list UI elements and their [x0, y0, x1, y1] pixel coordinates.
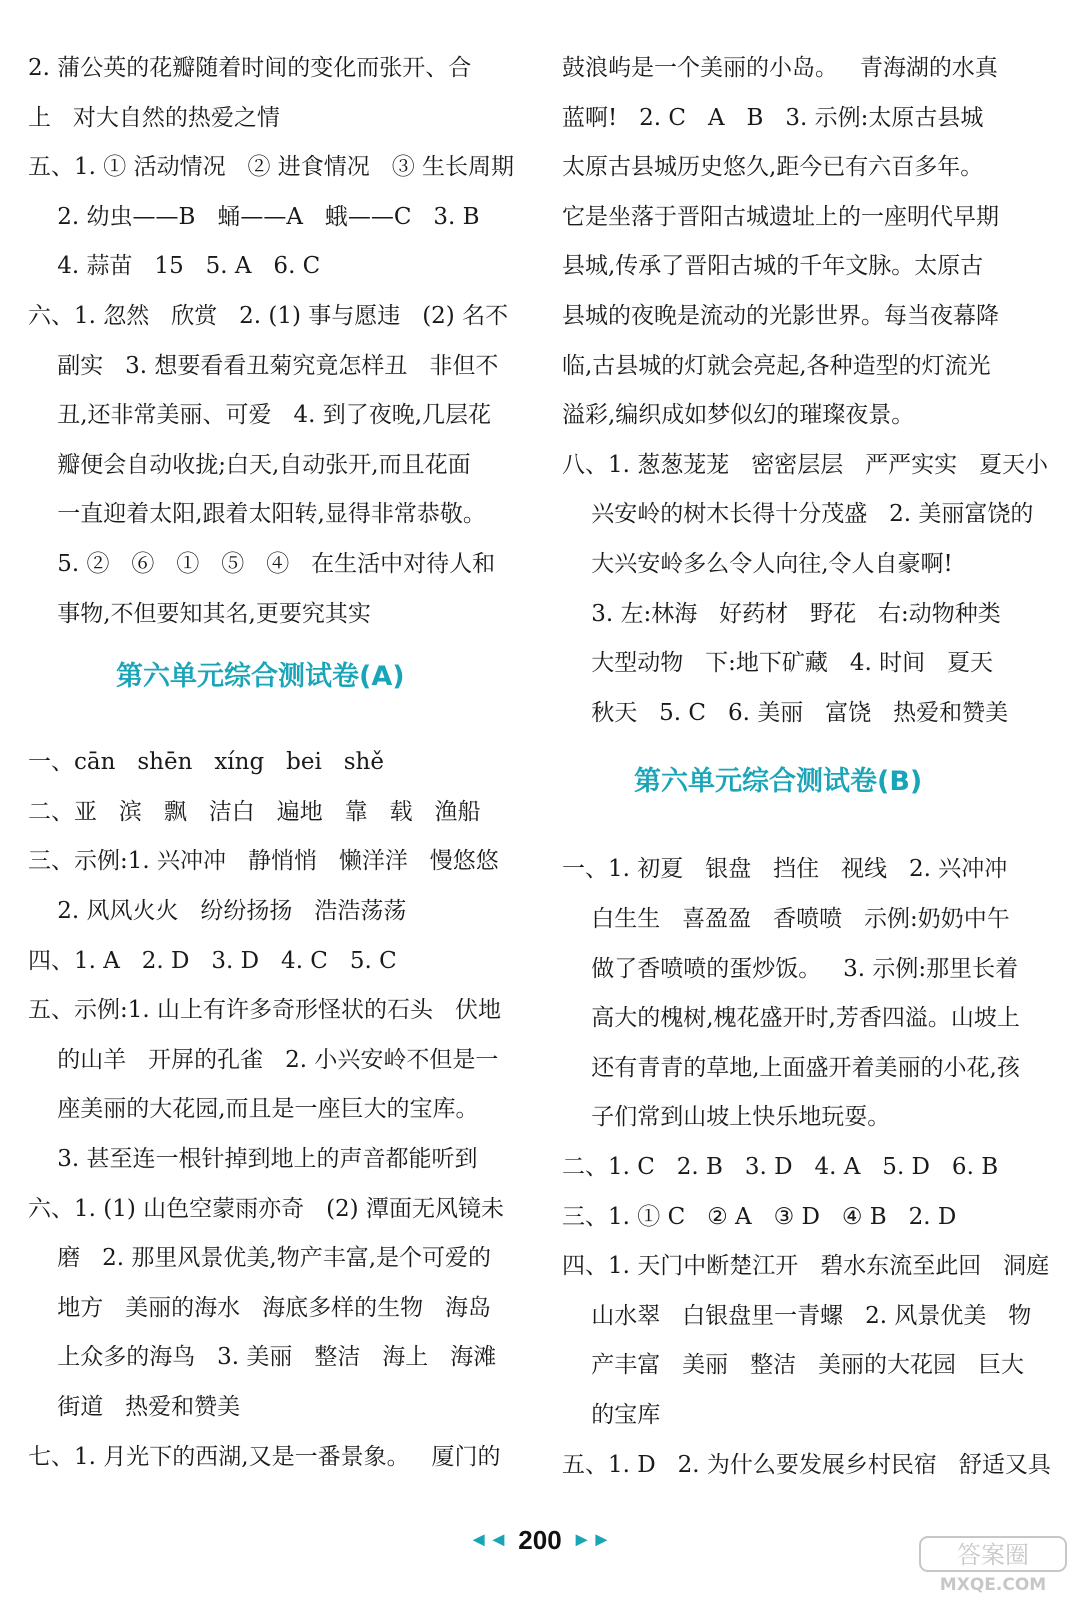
answer-line: 副实 3. 想要看看丑菊究竟怎样丑 非但不: [28, 352, 499, 379]
answer-line: 三、1. ① C ② A ③ D ④ B 2. D: [562, 1203, 957, 1230]
answer-line: 兴安岭的树木长得十分茂盛 2. 美丽富饶的: [562, 501, 1034, 528]
page-number: 200: [518, 1525, 562, 1555]
answer-line: 产丰富 美丽 整洁 美丽的大花园 巨大: [562, 1352, 1024, 1379]
answer-line: 蓝啊! 2. C A B 3. 示例:太原古县城: [562, 104, 984, 131]
answer-line: 做了香喷喷的蛋炒饭。 3. 示例:那里长着: [562, 955, 1019, 982]
answer-line: 街道 热爱和赞美: [28, 1394, 241, 1420]
answer-line: 丑,还非常美丽、可爱 4. 到了夜晚,几层花: [28, 402, 492, 429]
answer-line: 秋天 5. C 6. 美丽 富饶 热爱和赞美: [562, 699, 1009, 726]
answer-line: 磨 2. 那里风景优美,物产丰富,是个可爱的: [28, 1245, 492, 1272]
answer-line: 还有青青的草地,上面盛开着美丽的小花,孩: [562, 1054, 1020, 1081]
answer-line: 六、1. 忽然 欣赏 2. (1) 事与愿违 (2) 名不: [28, 303, 509, 329]
answer-line: 的山羊 开屏的孔雀 2. 小兴安岭不但是一: [28, 1046, 499, 1073]
answer-line: 它是坐落于晋阳古城遗址上的一座明代早期: [562, 203, 999, 230]
answer-line: 五、示例:1. 山上有许多奇形怪状的石头 伏地: [28, 997, 501, 1024]
answer-line: 大兴安岭多么令人向往,令人自豪啊!: [562, 551, 953, 577]
answer-line: 上 对大自然的热爱之情: [28, 104, 280, 131]
watermark-url: MXQE.COM: [939, 1575, 1047, 1595]
answer-line: 七、1. 月光下的西湖,又是一番景象。 厦门的: [28, 1443, 501, 1470]
answer-line: 的宝库: [562, 1402, 661, 1428]
answer-line: 四、1. A 2. D 3. D 4. C 5. C: [28, 947, 397, 974]
prev-arrows-icon: ◄◄: [468, 1529, 509, 1551]
answer-line: 高大的槐树,槐花盛开时,芳香四溢。山坡上: [562, 1005, 1020, 1032]
answer-line: 2. 蒲公英的花瓣随着时间的变化而张开、合: [28, 55, 472, 81]
answer-line: 山水翠 白银盘里一青螺 2. 风景优美 物: [562, 1302, 1032, 1329]
answer-line: 临,古县城的灯就会亮起,各种造型的灯流光: [562, 352, 991, 379]
section-title: 第六单元综合测试卷(B): [634, 766, 923, 798]
answer-line: 一、1. 初夏 银盘 挡住 视线 2. 兴冲冲: [562, 856, 1008, 883]
answer-line: 瓣便会自动收拢;白天,自动张开,而且花面: [28, 451, 471, 478]
section-title: 第六单元综合测试卷(A): [116, 661, 405, 693]
watermark-text: 答案圈: [957, 1541, 1029, 1569]
answer-line: 八、1. 葱葱茏茏 密密层层 严严实实 夏天小: [562, 451, 1049, 478]
answer-line: 2. 风风火火 纷纷扬扬 浩浩荡荡: [28, 898, 407, 924]
watermark-logo: [918, 1535, 1068, 1595]
answer-line: 2. 幼虫——B 蛹——A 蛾——C 3. B: [28, 203, 480, 230]
answer-line: 座美丽的大花园,而且是一座巨大的宝库。: [28, 1096, 479, 1123]
answer-line: 大型动物 下:地下矿藏 4. 时间 夏天: [562, 650, 994, 677]
answer-line: 一直迎着太阳,跟着太阳转,显得非常恭敬。: [28, 501, 486, 528]
answer-line: 二、1. C 2. B 3. D 4. A 5. D 6. B: [562, 1154, 999, 1180]
watermark-graphic: [918, 1535, 1068, 1595]
answer-line: 县城的夜晚是流动的光影世界。每当夜幕降: [562, 303, 999, 329]
answer-line: 县城,传承了晋阳古城的千年文脉。太原古: [562, 253, 984, 280]
answer-line: 鼓浪屿是一个美丽的小岛。 青海湖的水真: [562, 55, 998, 81]
answer-line: 六、1. (1) 山色空蒙雨亦奇 (2) 潭面无风镜未: [28, 1195, 504, 1222]
answer-line: 事物,不但要知其名,更要究其实: [28, 600, 371, 627]
answer-line: 太原古县城历史悠久,距今已有六百多年。: [562, 154, 984, 181]
answer-line: 溢彩,编织成如梦似幻的璀璨夜景。: [562, 402, 915, 429]
answer-line: 5. ② ⑥ ① ⑤ ④ 在生活中对待人和: [28, 551, 496, 577]
answer-line: 一、cān shēn xíng bei shě: [28, 749, 384, 776]
answer-line: 白生生 喜盈盈 香喷喷 示例:奶奶中午: [562, 906, 1010, 932]
answer-line: 3. 左:林海 好药材 野花 右:动物种类: [562, 600, 1001, 627]
answer-line: 地方 美丽的海水 海底多样的生物 海岛: [28, 1294, 492, 1321]
answer-line: 4. 蒜苗 15 5. A 6. C: [28, 253, 321, 280]
answer-line: 二、亚 滨 飘 洁白 遍地 靠 载 渔船: [28, 798, 481, 825]
answer-line: 四、1. 天门中断楚江开 碧水东流至此回 洞庭: [562, 1253, 1050, 1280]
answer-line: 五、1. D 2. 为什么要发展乡村民宿 舒适又具: [562, 1451, 1051, 1478]
next-arrows-icon: ►►: [571, 1529, 612, 1551]
answer-line: 子们常到山坡上快乐地玩耍。: [562, 1104, 891, 1131]
answer-line: 3. 甚至连一根针掉到地上的声音都能听到: [28, 1146, 478, 1172]
answer-line: 三、示例:1. 兴冲冲 静悄悄 懒洋洋 慢悠悠: [28, 848, 499, 875]
answer-line: 五、1. ① 活动情况 ② 进食情况 ③ 生长周期: [28, 154, 515, 181]
answer-line: 上众多的海鸟 3. 美丽 整洁 海上 海滩: [28, 1344, 497, 1371]
